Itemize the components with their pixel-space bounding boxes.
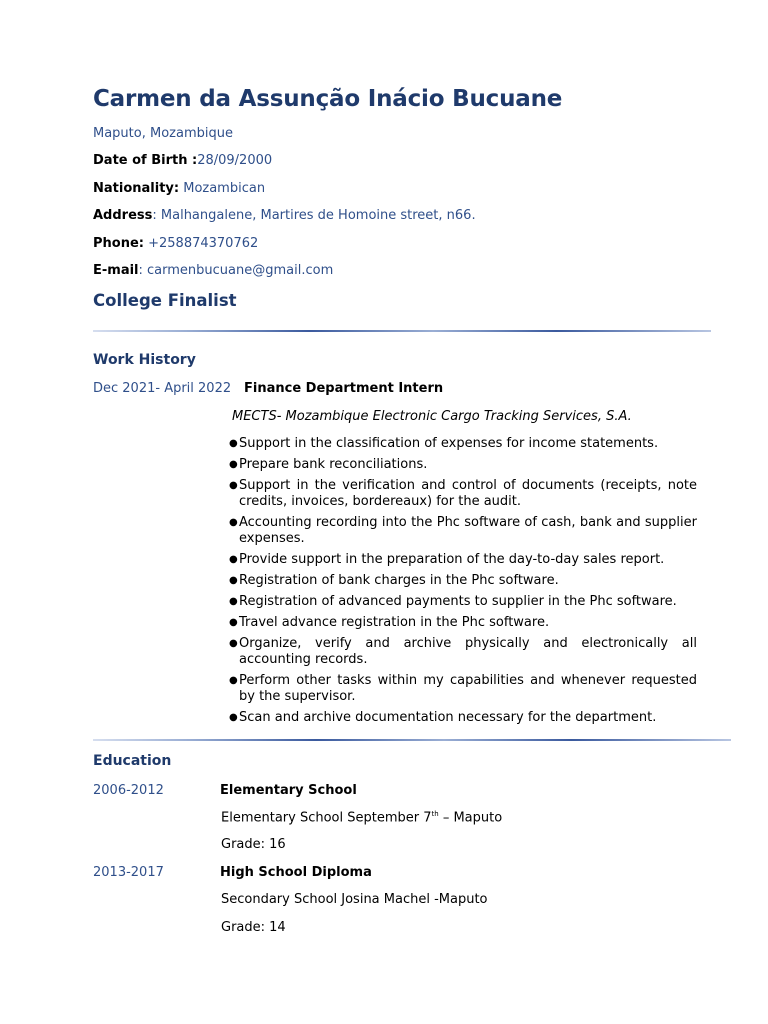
phone-value: +258874370762 [143, 236, 259, 251]
candidate-name: Carmen da Assunção Inácio Bucuane [93, 86, 563, 112]
education-title: High School Diploma [220, 865, 372, 880]
bullet-icon: ● [229, 712, 238, 723]
headline: College Finalist [93, 291, 237, 310]
education-title: Elementary School [220, 783, 357, 798]
dob-label: Date of Birth : [93, 153, 198, 168]
education-period: 2013-2017 [93, 865, 164, 880]
list-item: ● Registration of bank charges in the Phc software. [229, 573, 559, 588]
education-period: 2006-2012 [93, 783, 164, 798]
location: Maputo, Mozambique [93, 126, 233, 141]
bullet-icon: ● [229, 438, 238, 449]
education-school: Secondary School Josina Machel -Maputo [221, 892, 488, 907]
list-item: ● Registration of advanced payments to supplier in the Phc software. [229, 594, 677, 609]
address-label: Address [93, 208, 153, 223]
education-heading: Education [93, 753, 172, 769]
divider [93, 739, 731, 741]
education-grade: Grade: 16 [221, 837, 286, 852]
work-history-heading: Work History [93, 352, 196, 368]
email-label: E-mail [93, 263, 139, 278]
company-name: MECTS- Mozambique Electronic Cargo Tracking Services, S.A. [232, 409, 632, 424]
list-item: ● Perform other tasks within my capabilities and whenever requested by the supervisor. [229, 673, 697, 704]
dob-row [93, 153, 272, 168]
address-value: : Malhangalene, Martires de Homoine street, n66. [152, 208, 476, 223]
list-item: ● Support in the classification of expenses for income statements. [229, 436, 659, 451]
email-value[interactable]: : carmenbucuane@gmail.com [138, 263, 334, 278]
nationality-row [93, 181, 265, 196]
nationality-label: Nationality: [93, 181, 180, 196]
list-item: ● Scan and archive documentation necessary for the department. [229, 710, 657, 725]
work-period: Dec 2021- April 2022 [93, 381, 232, 396]
address-row [93, 208, 476, 223]
bullet-icon: ● [229, 517, 238, 528]
email-row [93, 263, 333, 278]
dob-value: 28/09/2000 [197, 153, 273, 168]
list-item: ● Support in the verification and control of documents (receipts, note credits, invoices, bordereaux) for the audit. [229, 478, 697, 509]
divider [93, 330, 711, 332]
bullet-icon: ● [229, 575, 238, 586]
duties-list [228, 436, 697, 731]
bullet-icon: ● [229, 675, 238, 686]
education-school: Elementary School September 7th – Maputo [221, 810, 503, 826]
education-grade: Grade: 14 [221, 920, 286, 935]
bullet-icon: ● [229, 596, 238, 607]
phone-row [93, 236, 258, 251]
list-item: ● Prepare bank reconciliations. [229, 457, 428, 472]
nationality-value: Mozambican [179, 181, 266, 196]
phone-label: Phone: [93, 236, 144, 251]
bullet-icon: ● [229, 617, 238, 628]
bullet-icon: ● [229, 459, 238, 470]
list-item: ● Organize, verify and archive physically and electronically all accounting records. [229, 636, 697, 667]
list-item: ● Travel advance registration in the Phc software. [229, 615, 550, 630]
list-item: ● Provide support in the preparation of the day-to-day sales report. [229, 552, 665, 567]
job-title: Finance Department Intern [244, 381, 444, 396]
bullet-icon: ● [229, 638, 238, 649]
bullet-icon: ● [229, 480, 238, 491]
bullet-icon: ● [229, 554, 238, 565]
list-item: ● Accounting recording into the Phc software of cash, bank and supplier expenses. [229, 515, 697, 546]
